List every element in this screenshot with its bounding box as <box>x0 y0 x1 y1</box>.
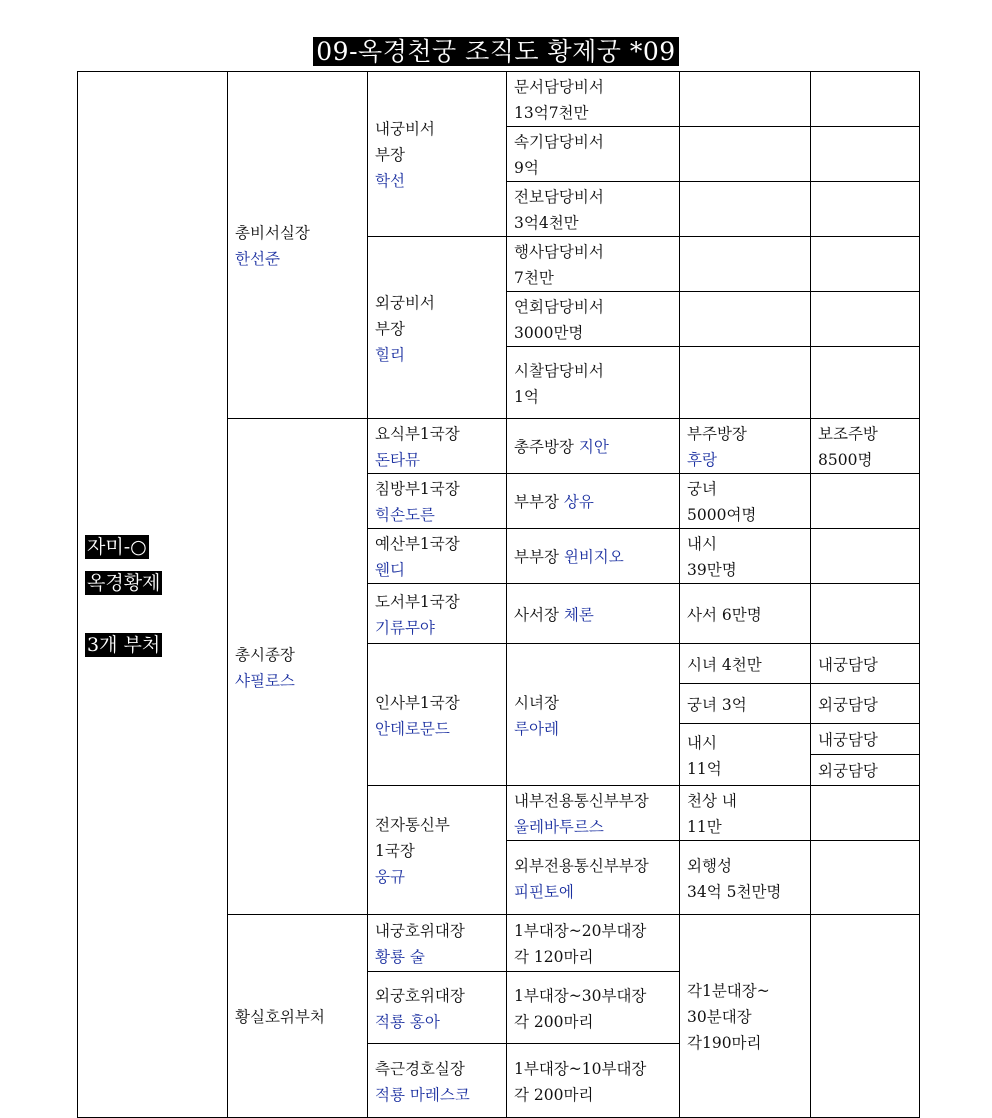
chief-title: 시녀장 <box>514 693 559 712</box>
secretary-title: 연회담당비서 <box>514 298 604 316</box>
staff-cell <box>680 684 811 724</box>
dept1-sub1-name: 학선 <box>375 172 405 190</box>
bureau-title: 전자통신부 <box>375 816 450 834</box>
empty-cell <box>811 127 920 182</box>
secretary-count: 13억7천만 <box>514 104 589 122</box>
staff-cell <box>680 841 811 915</box>
staff-count: 5000여명 <box>687 506 757 524</box>
staff-title: 궁녀 <box>687 480 717 498</box>
empty-cell <box>811 915 920 1118</box>
unit-cell <box>507 915 680 972</box>
dept1-sub2-cell <box>368 237 507 419</box>
bureau-rank: 1국장 <box>375 842 415 860</box>
staff-title: 시녀 4천만 <box>687 655 762 674</box>
staff-cell <box>680 644 811 684</box>
assignment-label: 내궁담당 <box>818 731 878 749</box>
bureau-title: 인사부1국장 <box>375 693 460 712</box>
dept1-sub2-rank: 부장 <box>375 319 405 338</box>
guard-name: 적룡 홍아 <box>375 1012 440 1031</box>
bureau-cell <box>368 529 507 584</box>
squad-range-end: 30분대장 <box>687 1008 752 1026</box>
guard-name: 적룡 마레스코 <box>375 1085 470 1104</box>
dept1-sub1-title: 내궁비서 <box>375 120 435 138</box>
dept1-sub1-rank: 부장 <box>375 146 405 164</box>
staff-name: 후랑 <box>687 451 717 469</box>
empty-cell <box>811 529 920 584</box>
unit-count: 각 200마리 <box>514 1012 594 1031</box>
staff-title: 사서 6만명 <box>687 605 762 624</box>
staff-title: 천상 내 <box>687 792 737 810</box>
guard-cell <box>368 972 507 1044</box>
assistant-cell <box>811 419 920 474</box>
assignment-label: 외궁담당 <box>818 762 878 780</box>
empty-cell <box>680 292 811 347</box>
bureau-name: 웬디 <box>375 561 405 579</box>
empty-cell <box>811 347 920 419</box>
secretary-title: 행사담당비서 <box>514 243 604 261</box>
secretary-cell <box>507 127 680 182</box>
assistant-count: 8500명 <box>818 451 873 469</box>
dept1-sub2-title: 외궁비서 <box>375 293 435 312</box>
table-row <box>78 72 920 127</box>
root-cell <box>78 72 228 1118</box>
bureau-name: 기류무야 <box>375 618 435 637</box>
document-title <box>0 37 992 66</box>
secretary-count: 9억 <box>514 159 539 177</box>
root-name: 자미-○ <box>87 535 147 558</box>
empty-cell <box>811 237 920 292</box>
bureau-name: 힉손도른 <box>375 506 435 524</box>
chief-title: 내부전용통신부부장 <box>514 792 649 810</box>
secretary-count: 7천만 <box>514 269 554 287</box>
unit-count: 각 200마리 <box>514 1085 594 1104</box>
bureau-cell <box>368 786 507 915</box>
guard-title: 측근경호실장 <box>375 1059 465 1078</box>
secretary-cell <box>507 72 680 127</box>
bureau-cell <box>368 584 507 644</box>
staff-count: 34억 5천만명 <box>687 882 782 901</box>
secretary-title: 시찰담당비서 <box>514 361 604 380</box>
secretary-cell <box>507 182 680 237</box>
assignment-cell <box>811 755 920 786</box>
assignment-cell <box>811 684 920 724</box>
secretary-cell <box>507 237 680 292</box>
chief-title: 사서장 <box>514 605 559 624</box>
chief-name: 윈비지오 <box>563 548 624 566</box>
empty-cell <box>811 584 920 644</box>
staff-title: 외행성 <box>687 856 732 875</box>
chief-name: 울레바투르스 <box>514 818 604 836</box>
chief-cell <box>507 644 680 786</box>
staff-cell <box>680 419 811 474</box>
bureau-cell <box>368 474 507 529</box>
secretary-cell <box>507 347 680 419</box>
guard-title: 외궁호위대장 <box>375 986 465 1005</box>
assignment-cell <box>811 644 920 684</box>
chief-title: 총주방장 <box>514 438 574 456</box>
bureau-title: 예산부1국장 <box>375 535 460 553</box>
secretary-cell <box>507 292 680 347</box>
dept1-head-cell <box>228 72 368 419</box>
chief-cell <box>507 529 680 584</box>
bureau-title: 도서부1국장 <box>375 592 460 611</box>
squad-cell <box>680 915 811 1118</box>
dept3-head-cell <box>228 915 368 1118</box>
staff-count: 11만 <box>687 818 722 836</box>
staff-cell <box>680 786 811 841</box>
chief-name: 지안 <box>578 438 609 456</box>
bureau-name: 웅규 <box>375 868 405 886</box>
root-title: 옥경황제 <box>87 571 161 594</box>
assistant-title: 보조주방 <box>818 425 878 443</box>
chief-cell <box>507 584 680 644</box>
unit-range: 1부대장~10부대장 <box>514 1059 647 1078</box>
chief-name: 루아레 <box>514 719 559 738</box>
staff-count: 39만명 <box>687 561 737 579</box>
staff-title: 부주방장 <box>687 425 747 443</box>
dept1-head-name: 한선준 <box>235 250 280 268</box>
dept1-sub1-cell <box>368 72 507 237</box>
staff-cell <box>680 474 811 529</box>
title-text: 09-옥경천궁 조직도 황제궁 *09 <box>313 37 678 66</box>
bureau-cell <box>368 419 507 474</box>
chief-cell <box>507 841 680 915</box>
unit-range: 1부대장~20부대장 <box>514 922 647 940</box>
squad-count: 각190마리 <box>687 1034 762 1052</box>
empty-cell <box>811 182 920 237</box>
chief-name: 피핀토에 <box>514 882 574 901</box>
chief-cell <box>507 419 680 474</box>
dept3-head-title: 황실호위부처 <box>235 1008 325 1026</box>
staff-title: 내시 <box>687 733 717 752</box>
secretary-count: 3000만명 <box>514 324 584 342</box>
empty-cell <box>680 237 811 292</box>
dept2-head-cell <box>228 419 368 915</box>
bureau-name: 안데로문드 <box>375 719 450 738</box>
empty-cell <box>680 182 811 237</box>
empty-cell <box>811 72 920 127</box>
secretary-title: 전보담당비서 <box>514 188 604 206</box>
secretary-title: 속기담당비서 <box>514 133 604 151</box>
assignment-cell <box>811 724 920 755</box>
bureau-title: 요식부1국장 <box>375 425 460 443</box>
assignment-label: 외궁담당 <box>818 695 878 714</box>
secretary-count: 1억 <box>514 387 539 406</box>
assignment-label: 내궁담당 <box>818 655 878 674</box>
bureau-cell <box>368 644 507 786</box>
chief-title: 부부장 <box>514 493 559 511</box>
empty-cell <box>680 347 811 419</box>
staff-title: 내시 <box>687 535 717 553</box>
guard-cell <box>368 915 507 972</box>
empty-cell <box>680 72 811 127</box>
guard-name: 황룡 술 <box>375 948 425 966</box>
staff-cell <box>680 529 811 584</box>
squad-range: 각1분대장~ <box>687 982 770 1000</box>
root-dept-count: 3개 부처 <box>87 633 161 656</box>
chief-name: 상유 <box>563 493 594 511</box>
chief-cell <box>507 786 680 841</box>
staff-count: 11억 <box>687 759 722 778</box>
staff-cell <box>680 724 811 786</box>
unit-count: 각 120마리 <box>514 948 594 966</box>
chief-title: 외부전용통신부부장 <box>514 856 649 875</box>
guard-title: 내궁호위대장 <box>375 922 465 940</box>
chief-title: 부부장 <box>514 548 559 566</box>
staff-cell <box>680 584 811 644</box>
dept2-head-name: 샤필로스 <box>235 671 295 690</box>
bureau-title: 침방부1국장 <box>375 480 460 498</box>
empty-cell <box>811 786 920 841</box>
staff-title: 궁녀 3억 <box>687 695 747 714</box>
empty-cell <box>811 841 920 915</box>
bureau-name: 돈타뮤 <box>375 451 420 469</box>
dept1-head-title: 총비서실장 <box>235 224 310 242</box>
empty-cell <box>811 474 920 529</box>
org-chart-table <box>77 71 920 1118</box>
unit-range: 1부대장~30부대장 <box>514 986 647 1005</box>
unit-cell <box>507 1044 680 1118</box>
unit-cell <box>507 972 680 1044</box>
guard-cell <box>368 1044 507 1118</box>
chief-name: 체론 <box>563 605 594 624</box>
dept1-sub2-name: 힐리 <box>375 345 405 364</box>
empty-cell <box>811 292 920 347</box>
secretary-title: 문서담당비서 <box>514 78 604 96</box>
chief-cell <box>507 474 680 529</box>
empty-cell <box>680 127 811 182</box>
dept2-head-title: 총시종장 <box>235 645 295 664</box>
secretary-count: 3억4천만 <box>514 214 579 232</box>
